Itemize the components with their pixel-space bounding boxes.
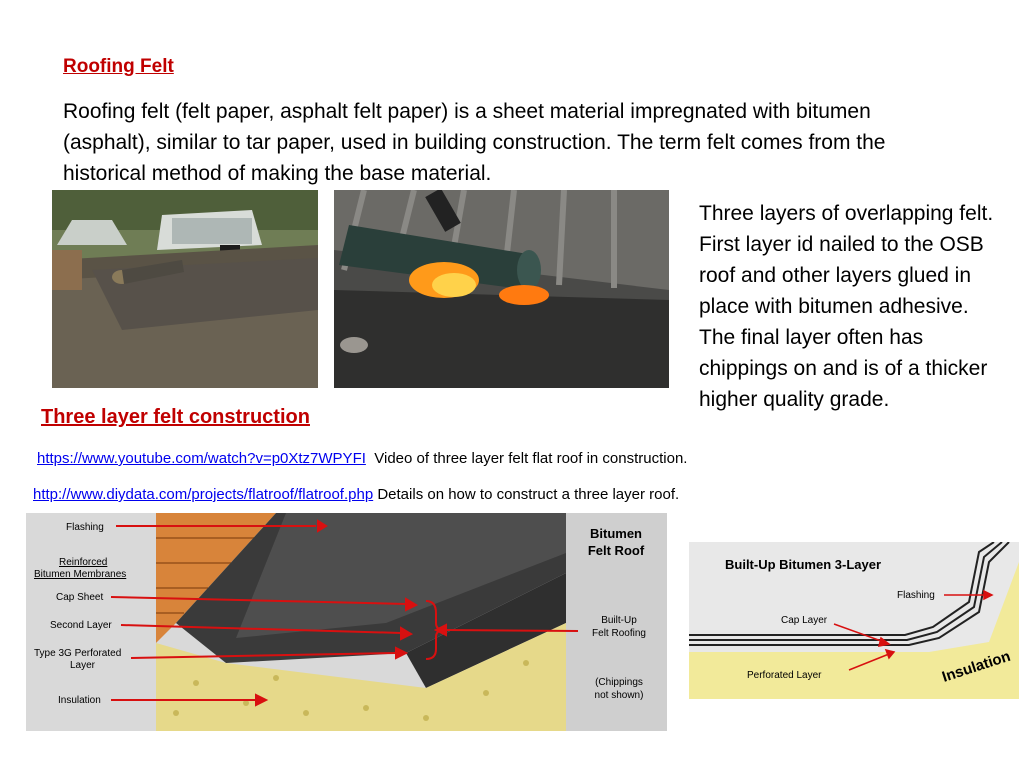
label-cap-sheet: Cap Sheet [56,592,104,603]
link-row-video [37,449,687,469]
video-link-description: Video of three layer felt flat roof in construction. [374,450,688,467]
diydata-link-description: Details on how to construct a three layer roof. [377,486,680,503]
video-link[interactable]: https://www.youtube.com/watch?v=p0Xtz7WPYFI [37,450,366,467]
label-bitumen-membranes: Bitumen Membranes [34,569,127,580]
page-title: Roofing Felt [63,56,174,77]
link-row-diydata [33,485,679,505]
right-label-insulation: Insulation [939,647,1013,686]
side-paragraph: Three layers of overlapping felt. First layer id nailed to the OSB roof and other layers glued in place with bitumen adhesive. The final layer often has chippings on and is of a thicker higher quality grade. [699,202,994,411]
roof-photo-torch [334,190,669,388]
section-subtitle: Three layer felt construction [41,406,310,428]
right-diagram-title: Built-Up Bitumen 3-Layer [725,557,882,572]
diydata-link[interactable]: http://www.diydata.com/projects/flatroof/flatroof.php [33,486,374,503]
diagram-title-line2: Felt Roof [587,543,645,558]
label-flashing: Flashing [66,522,104,533]
builtup-label-line1: Built-Up [601,615,637,626]
label-insulation: Insulation [58,695,101,706]
builtup-label-line2: Felt Roofing [592,628,646,639]
chippings-note-line1: (Chippings [595,677,643,688]
intro-paragraph: Roofing felt (felt paper, asphalt felt paper) is a sheet material impregnated with bitumen (asphalt), similar to tar paper, used in building construction. The term felt comes from the historical method of making the base material. [63,100,886,185]
bitumen-felt-roof-diagram [26,513,667,731]
label-perforated: Type 3G Perforated [34,648,122,659]
right-label-perforated-layer: Perforated Layer [747,670,822,681]
roof-photo-felt-roll [52,190,318,388]
built-up-3-layer-diagram [689,542,1019,699]
label-second-layer: Second Layer [50,620,112,631]
diagram-title-line1: Bitumen [590,526,642,541]
label-perforated-line2: Layer [70,660,96,671]
right-label-cap-layer: Cap Layer [781,615,828,626]
label-reinforced: Reinforced [59,557,108,568]
chippings-note-line2: not shown) [594,690,644,701]
right-label-flashing: Flashing [897,590,935,601]
